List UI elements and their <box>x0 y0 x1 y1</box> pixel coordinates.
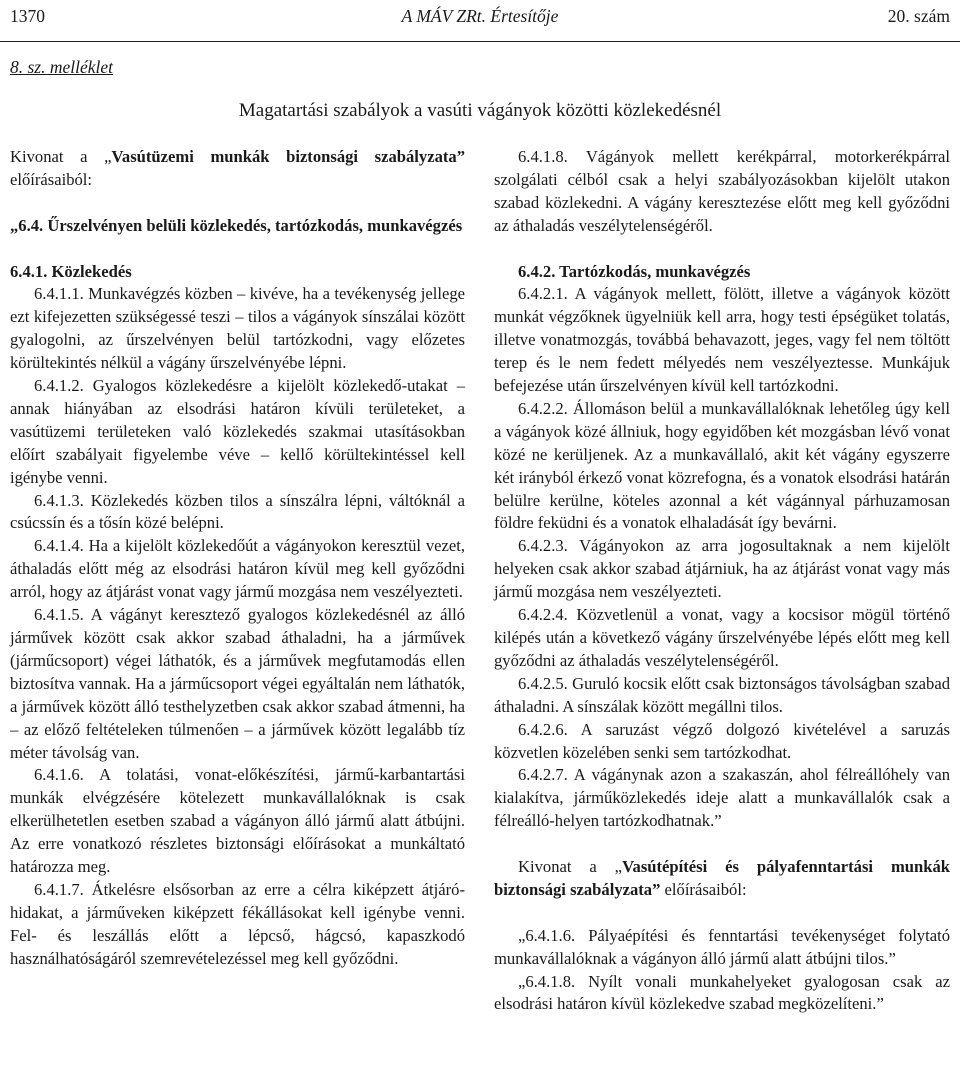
intro-paragraph-2 <box>494 856 950 902</box>
subsection-heading-6-4-2: 6.4.2. Tartózkodás, munkavégzés <box>518 261 751 281</box>
paragraph-6-4-1-6: 6.4.1.6. A tolatási, vonat-előkészítési, jármű-karbantartási munkák elvégzésére kötelezett munkavállalóknak is csak elkerülhetetlen esetben szabad a vágányon álló jármű alatt átbújni. Az erre vonatkozó részletes biztonsági előírásokat a munkáltató határozza meg. <box>10 765 465 877</box>
regulation-name: Vasútüzemi munkák biztonsági szabályzata” <box>111 147 465 166</box>
left-column <box>10 146 465 971</box>
intro2-prefix: Kivonat a „ <box>518 857 623 877</box>
right-column <box>494 146 950 1016</box>
document-title: Magatartási szabályok a vasúti vágányok közötti közlekedésnél <box>238 100 722 121</box>
paragraph-6-4-1-2: 6.4.1.2. Gyalogos közlekedésre a kijelölt közlekedő-utakat – annak hiányában az elsodrási határon kívüli területeket, a vasútüzemi területeken való közlekedés szakmai utasításokban előírt szabályait figyelembe véve – kellő körültekintéssel kell igénybe venni. <box>10 376 465 487</box>
quote-6-4-1-6: „6.4.1.6. Pályaépítési és fenntartási tevékenységet folytató munkavállalóknak a vágányon álló jármű alatt átbújni tilos.” <box>494 925 950 968</box>
intro-suffix: előírásaiból: <box>10 169 93 189</box>
annex-label: 8. sz. melléklet <box>10 57 114 77</box>
paragraph-6-4-1-8: 6.4.1.8. Vágányok mellett kerékpárral, motorkerékpárral szolgálati célból csak a helyi szabályozásokban kijelölt utakon szabad közlekedni. A vágány keresztezése előtt meg kell győződni az áthaladás veszélytelenségéről. <box>494 147 950 235</box>
issue-number: 20. szám <box>887 6 950 26</box>
intro2-suffix: előírásaiból: <box>660 879 747 899</box>
paragraph-6-4-1-5: 6.4.1.5. A vágányt keresztező gyalogos közlekedésnél az álló járművek között csak akkor szabad áthaladni, ha a járművek (járműcsoport) végei láthatók, és a járművek megfutamodás ellen biztosítva vannak. Ha a járműcsoport végei egyáltalán nem láthatók, a járművek között álló testhelyzetben csak akkor szabad átmenni, ha – az előző feltételeken túlmenően – a járművek között legalább tíz méter távolság van. <box>10 605 465 762</box>
paragraph-6-4-2-2: 6.4.2.2. Állomáson belül a munkavállalóknak lehetőleg úgy kell a vágányok közé állniuk, hogy egyidőben két mozgásban lévő vonat közé ne kerüljenek. Az a munkavállaló, akit két vágány egyszerre két irányból érkező vonat közrefogna, és a vonatok elsodrási határán belülre kerülne, köteles azonnal a két vágánnyal párhuzamosan földre feküdni és a vonatok elhaladását így bevárni. <box>494 398 950 533</box>
intro-prefix: Kivonat a „ <box>10 147 112 166</box>
page-number: 1370 <box>10 6 45 26</box>
paragraph-6-4-1-7: 6.4.1.7. Átkelésre elsősorban az erre a célra kiképzett átjáró-hidakat, a járműveken kiképzett fékállásokat kell igénybe venni. Fel- és leszállás előtt a lépcső, hágcsó, kapaszkodó használhatóságáról szemrevételezéssel meg kell győződni. <box>10 879 465 968</box>
paragraph-6-4-1-4: 6.4.1.4. Ha a kijelölt közlekedőút a vágányokon keresztül vezet, áthaladás előtt még az elsodrási határon kívül meg kell győződni arról, hogy az átjárást vonat vagy jármű mozgása nem veszélyezteti. <box>10 536 465 602</box>
journal-title: A MÁV ZRt. Értesítője <box>401 6 559 26</box>
paragraph-6-4-2-3: 6.4.2.3. Vágányokon az arra jogosultaknak a nem kijelölt helyeken csak akkor szabad átjárniuk, ha az átjárást vonat vagy más jármű mozgása nem veszélyezteti. <box>494 536 950 602</box>
quote-6-4-1-8: „6.4.1.8. Nyílt vonali munkahelyeket gyalogosan csak az elsodrási határon kívül közlekedve szabad megközelíteni.” <box>494 971 950 1014</box>
paragraph-6-4-2-4: 6.4.2.4. Közvetlenül a vonat, vagy a kocsisor mögül történő kilépés után a következő vágány űrszelvényébe lépés előtt meg kell győződni az áthaladás veszélytelenségéről. <box>494 605 950 670</box>
intro-paragraph <box>10 146 465 192</box>
subsection-heading: 6.4.1. Közlekedés <box>10 261 132 281</box>
paragraph-6-4-1-3: 6.4.1.3. Közlekedés közben tilos a sínszálra lépni, váltóknál a csúcssín és a tősín közé belépni. <box>10 490 465 533</box>
regulation-name-2: Vasútépítési és pályafenntartási munkák biztonsági szabályzata” <box>494 857 950 899</box>
header-divider <box>0 41 960 42</box>
paragraph-6-4-1-1: 6.4.1.1. Munkavégzés közben – kivéve, ha a tevékenység jellege ezt kifejezetten szükségessé teszi – tilos a vágányok sínszálai között gyalogolni, az űrszelvényen belül tartózkodni, vagy előzetes körültekintés nélkül a vágány űrszelvényébe lépni. <box>10 284 465 373</box>
section-heading: „6.4. Űrszelvényen belüli közlekedés, tartózkodás, munkavégzés <box>10 215 463 235</box>
paragraph-6-4-2-7: 6.4.2.7. A vágánynak azon a szakaszán, ahol félreállóhely van kialakítva, járműközlekedés ideje alatt a munkavállalók csak a félreálló-helyen tartózkodhatnak.” <box>494 765 950 831</box>
page-header <box>10 6 950 36</box>
paragraph-6-4-2-1: 6.4.2.1. A vágányok mellett, fölött, illetve a vágányok között munkát végzőknek ügyelniük kell arra, hogy testi épségüket tolatás, illetve vonatmozgás, továbbá behavazott, jeges, vagy fel nem töltött terep és le nem fedett mélyedés nem veszélyeztesse. Munkájuk befejezése után űrszelvényen kívül kell tartózkodni. <box>494 284 950 396</box>
paragraph-6-4-2-6: 6.4.2.6. A saruzást végző dolgozó kivételével a saruzás közvetlen közelében senki sem tartózkodhat. <box>494 719 950 762</box>
paragraph-6-4-2-5: 6.4.2.5. Guruló kocsik előtt csak biztonságos távolságban szabad áthaladni. A sínszálak között megállni tilos. <box>494 673 950 716</box>
